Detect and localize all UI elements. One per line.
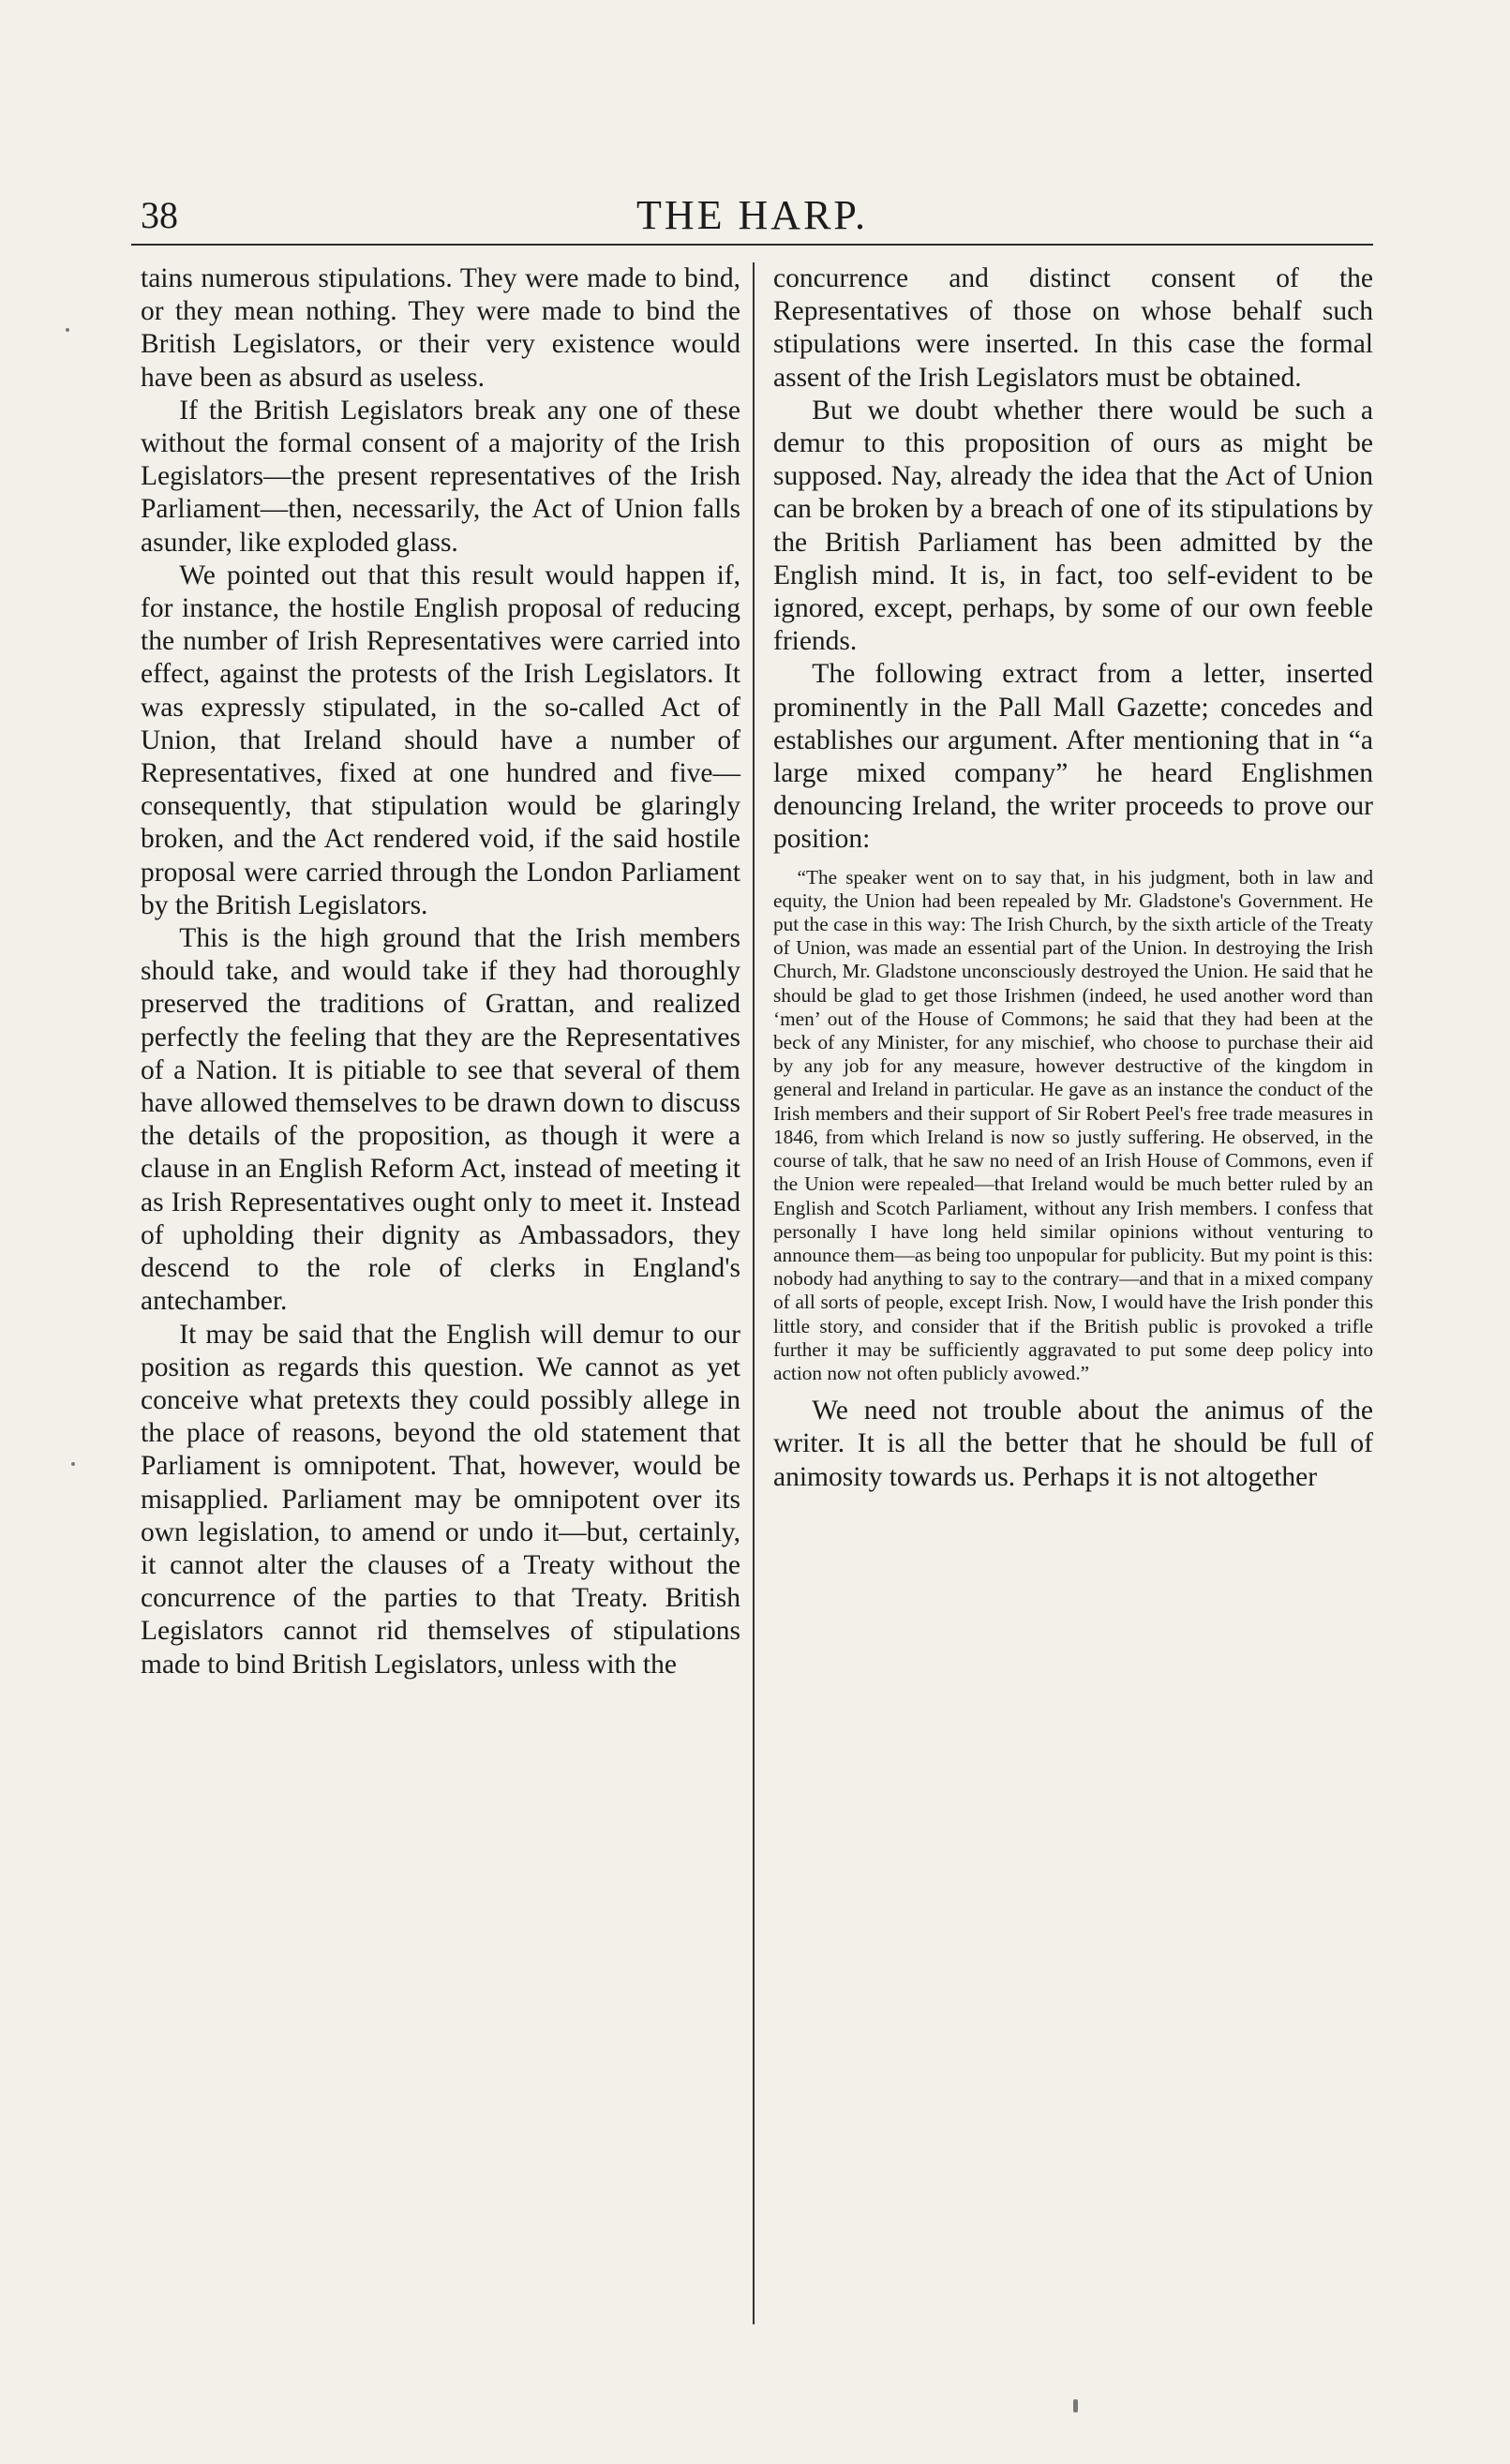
right-paragraph-3: The following extract from a letter, inserted prominently in the Pall Mall Gazette; concedes and establishes our argument. After mentioning that in “a large mixed company” he heard Englishmen denouncing Ireland, the writer proceeds to prove our position:	[773, 659, 1373, 855]
right-column-text	[773, 262, 1373, 857]
right-paragraph-1: concurrence and distinct consent of the Representatives of those on whose behalf such stipulations were inserted. In this case the formal assent of the Irish Legislators must be obtained.	[773, 263, 1373, 393]
left-column-text	[141, 262, 740, 1681]
left-paragraph-2: If the British Legislators break any one of these without the formal consent of a majority of the Irish Legislators—the present representatives of the Irish Parliament—then, necessarily, the Act of Union falls asunder, like exploded glass.	[141, 395, 740, 558]
page-number: 38	[141, 194, 178, 236]
ink-mark	[1073, 2399, 1078, 2412]
left-paragraph-4: This is the high ground that the Irish members should take, and would take if they had thoroughly preserved the traditions of Grattan, and realized perfectly the feeling that they are the Representatives of a Nation. It is pitiable to see that several of them have allowed themselves to be drawn down to discuss the details of the proposition, as though it were a clause in an English Reform Act, instead of meeting it as Irish Representatives ought only to meet it. Instead of upholding their dignity as Ambassadors, they descend to the role of clerks in England's antechamber.	[141, 923, 740, 1317]
column-divider	[753, 262, 755, 2324]
right-paragraph-2: But we doubt whether there would be such a demur to this proposition of ours as might be supposed. Nay, already the idea that the Act of Union can be broken by a breach of one of its stipulations by the British Parliament has been admitted by the English mind. It is, in fact, too self-evident to be ignored, except, perhaps, by some of our own feeble friends.	[773, 395, 1373, 657]
journal-title: THE HARP.	[635, 192, 869, 238]
right-column	[773, 262, 1373, 1494]
right-column-after-quote	[773, 1395, 1373, 1494]
left-paragraph-3: We pointed out that this result would happen if, for instance, the hostile English proposal of reducing the number of Irish Representatives were carried into effect, against the protests of the Irish Legislators. It was expressly stipulated, in the so-called Act of Union, that Ireland should have a number of Representatives, fixed at one hundred and five—consequently, that stipulation would be glaringly broken, and the Act rendered void, if the said hostile proposal were carried through the London Parliament by the British Legislators.	[141, 560, 740, 920]
left-paragraph-5: It may be said that the English will demur to our position as regards this question. We cannot as yet conceive what pretexts they could possibly allege in the place of reasons, beyond the old statement that Parliament is omnipotent. That, however, would be misapplied. Parliament may be omnipotent over its own legislation, to amend or undo it—but, certainly, it cannot alter the clauses of a Treaty without the concurrence of the parties to that Treaty. British Legislators cannot rid themselves of stipulations made to bind British Legislators, unless with the	[141, 1319, 740, 1680]
page-header	[131, 178, 1373, 246]
speck-mark	[71, 1462, 75, 1466]
left-column	[141, 262, 740, 1681]
speck-mark	[66, 328, 69, 332]
left-paragraph-1: tains numerous stipulations. They were made to bind, or they mean nothing. They were made to bind the British Legislators, or their very existence would have been as absurd as useless.	[141, 263, 740, 393]
quoted-letter: “The speaker went on to say that, in his judgment, both in law and equity, the Union had been repealed by Mr. Gladstone's Government. He put the case in this way: The Irish Church, by the sixth article of the Treaty of Union, was made an essential part of the Union. In destroying the Irish Church, Mr. Gladstone unconsciously destroyed the Union. He said that he should be glad to get those Irishmen (indeed, he used another word than ‘men’ out of the House of Commons; he said that they had been at the beck of any Minister, for any mischief, who choose to purchase their aid by any job for any measure, however destructive of the kingdom in general and Ireland in particular. He gave as an instance the conduct of the Irish members and their support of Sir Robert Peel's free trade measures in 1846, from which Ireland is now so justly suffering. He observed, in the course of talk, that he saw no need of an Irish House of Commons, even if the Union were repealed—that Ireland would be much better ruled by an English and Scotch Parliament, without any Irish members. I confess that personally I have long held similar opinions without venturing to announce them—as being too unpopular for publicity. But my point is this: nobody had anything to say to the contrary—and that in a mixed company of all sorts of people, except Irish. Now, I would have the Irish ponder this little story, and consider that if the British public is provoked a trifle further it may be sufficiently aggravated to put some deep policy into action now not often publicly avowed.”	[773, 865, 1373, 1384]
right-paragraph-4: We need not trouble about the animus of the writer. It is all the better that he should be full of animosity towards us. Perhaps it is not altogether	[773, 1396, 1373, 1492]
